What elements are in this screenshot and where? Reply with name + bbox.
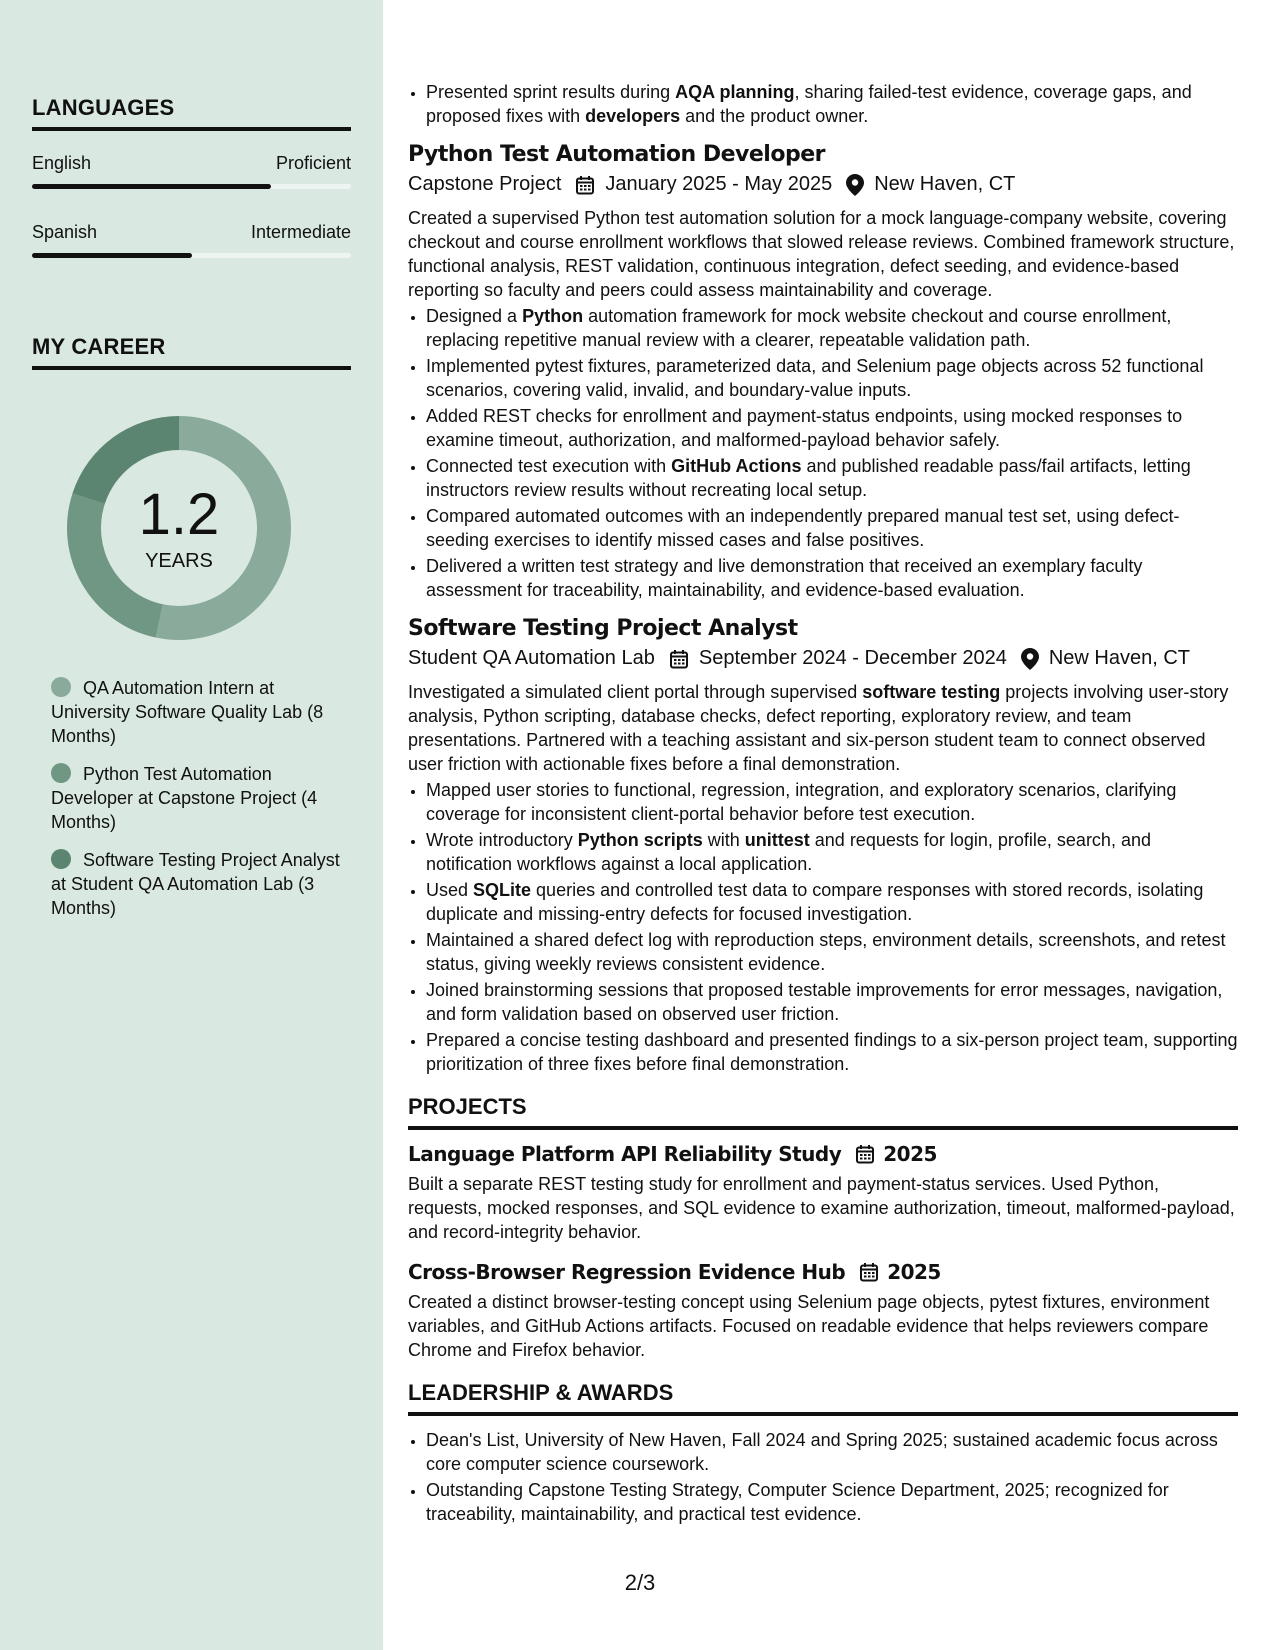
calendar-icon	[859, 1262, 879, 1282]
career-item: QA Automation Intern at University Software Quality Lab (8 Months)	[51, 678, 324, 746]
language-name: Spanish	[32, 222, 98, 242]
language-bar-fill	[32, 184, 271, 189]
language-row-spanish	[32, 222, 351, 243]
list-item: • Maintained a shared defect log with reproduction steps, environment details, screenshots, and retest status, giving weekly reviews consistent evidence.	[426, 928, 1238, 976]
language-bar-spanish	[32, 253, 351, 258]
list-item: • Added REST checks for enrollment and payment-status endpoints, using mocked responses to examine timeout, authorization, and malformed-payload behavior safely.	[426, 404, 1238, 452]
list-item: • Prepared a concise testing dashboard and presented findings to a six-person project team, supporting prioritization of three fixes before final demonstration.	[426, 1028, 1238, 1076]
job-dates: September 2024 - December 2024	[698, 647, 1007, 669]
career-item: Python Test Automation Developer at Capstone Project (4 Months)	[51, 764, 318, 832]
list-item: • Joined brainstorming sessions that proposed testable improvements for error messages, navigation, and form validation based on observed user friction.	[426, 978, 1238, 1026]
list-item: • Wrote introductory Python scripts with unittest and requests for login, profile, search, and notification workflows against a local application.	[426, 828, 1238, 876]
job-meta	[408, 647, 1238, 670]
project-description: Built a separate REST testing study for enrollment and payment-status services. Used Python, requests, mocked responses, and SQL evidence to examine authorization, timeout, malformed-payload, and record-integrity behavior.	[408, 1174, 1235, 1242]
main-content	[408, 80, 1238, 1528]
legend-dot-icon	[51, 849, 71, 869]
job-description: Created a supervised Python test automation solution for a mock language-company website, covering checkout and course enrollment workflows that slowed release reviews. Combined framework structure, functional analysis, REST validation, continuous integration, defect seeding, and evidence-based reporting so faculty and peers could assess maintainability and coverage.	[408, 208, 1235, 300]
projects-list	[408, 1142, 1238, 1362]
job-location: New Haven, CT	[874, 173, 1016, 195]
project-year: 2025	[887, 1260, 941, 1284]
career-heading: MY CAREER	[32, 334, 351, 370]
job-meta	[408, 173, 1238, 196]
legend-dot-icon	[51, 677, 71, 697]
job-dates: January 2025 - May 2025	[605, 173, 833, 195]
list-item: • Implemented pytest fixtures, parameterized data, and Selenium page objects across 52 functional scenarios, covering valid, invalid, and boundary-value inputs.	[426, 354, 1238, 402]
career-item: Software Testing Project Analyst at Student QA Automation Lab (3 Months)	[51, 850, 340, 918]
location-pin-icon	[1021, 648, 1039, 670]
project-description: Created a distinct browser-testing concept using Selenium page objects, pytest fixtures, environment variables, and GitHub Actions artifacts. Focused on readable evidence that helps reviewers compare Chrome and Firefox behavior.	[408, 1292, 1210, 1360]
project-title	[408, 1142, 1238, 1166]
list-item: • Designed a Python automation framework for mock website checkout and course enrollment, replacing repetitive manual review with a clearer, repeatable validation path.	[426, 304, 1238, 352]
legend-dot-icon	[51, 763, 71, 783]
language-name: English	[32, 153, 92, 173]
calendar-icon	[669, 649, 689, 669]
language-bar-fill	[32, 253, 192, 258]
job-description: Investigated a simulated client portal through supervised software testing projects involving user-story analysis, Python scripting, database checks, defect reporting, exploratory review, and team presentations. Partnered with a teaching assistant and six-person student team to connect observed user friction with actionable fixes before a final demonstration.	[408, 682, 1229, 774]
job-bullets	[408, 304, 1238, 602]
list-item: • Delivered a written test strategy and live demonstration that received an exemplary faculty assessment for traceability, maintainability, and evidence-based evaluation.	[426, 554, 1238, 602]
list-item: • Used SQLite queries and controlled test data to compare responses with stored records, isolating duplicate and missing-entry defects for focused investigation.	[426, 878, 1238, 926]
language-level: Intermediate	[250, 222, 351, 242]
calendar-icon	[575, 175, 595, 195]
job-title: Python Test Automation Developer	[408, 142, 825, 167]
project-name: Language Platform API Reliability Study	[408, 1142, 842, 1166]
project-year: 2025	[883, 1142, 937, 1166]
career-list	[51, 676, 341, 934]
page-number: 2/3	[624, 1570, 656, 1595]
calendar-icon	[855, 1144, 875, 1164]
job-location: New Haven, CT	[1048, 647, 1190, 669]
experience-list	[408, 142, 1238, 1076]
list-item: • Dean's List, University of New Haven, Fall 2024 and Spring 2025; sustained academic focus across core computer science coursework.	[426, 1428, 1238, 1476]
job-title: Software Testing Project Analyst	[408, 616, 798, 641]
location-pin-icon	[846, 174, 864, 196]
projects-heading: PROJECTS	[408, 1094, 1238, 1130]
project-title	[408, 1260, 1238, 1284]
language-level: Proficient	[275, 153, 351, 173]
years-value: 1.2	[138, 482, 220, 547]
project-name: Cross-Browser Regression Evidence Hub	[408, 1260, 846, 1284]
job-bullets	[408, 778, 1238, 1076]
list-item: • Presented sprint results during AQA planning, sharing failed-test evidence, coverage gaps, and proposed fixes with developers and the product owner.	[426, 80, 1238, 128]
list-item: • Outstanding Capstone Testing Strategy, Computer Science Department, 2025; recognized for traceability, maintainability, and practical test evidence.	[426, 1478, 1238, 1526]
list-item: • Compared automated outcomes with an independently prepared manual test set, using defect-seeding exercises to identify missed cases and false positives.	[426, 504, 1238, 552]
list-item: • Connected test execution with GitHub Actions and published readable pass/fail artifacts, letting instructors review results without recreating local setup.	[426, 454, 1238, 502]
language-bar-english	[32, 184, 351, 189]
company-name: Student QA Automation Lab	[408, 647, 655, 669]
awards-list	[408, 1428, 1238, 1526]
languages-heading: LANGUAGES	[32, 95, 351, 131]
years-unit: YEARS	[145, 550, 213, 572]
awards-heading: LEADERSHIP & AWARDS	[408, 1380, 1238, 1416]
language-row-english	[32, 153, 351, 174]
sidebar	[0, 0, 383, 1650]
company-name: Capstone Project	[408, 173, 562, 195]
list-item: • Mapped user stories to functional, regression, integration, and exploratory scenarios, clarifying coverage for inconsistent client-portal behavior before test execution.	[426, 778, 1238, 826]
